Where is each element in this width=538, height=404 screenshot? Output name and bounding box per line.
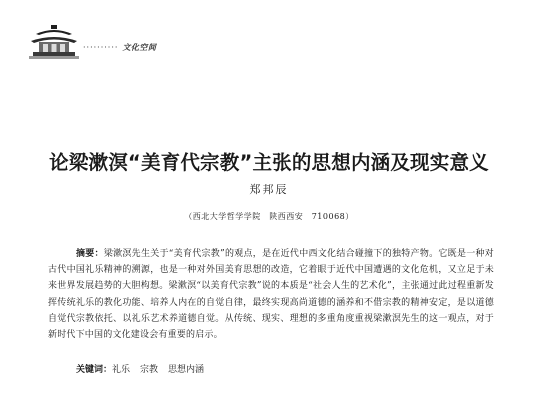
keywords-label: 关键词： — [76, 365, 113, 375]
abstract-label: 摘要： — [76, 249, 104, 259]
keyword-item: 思想内涵 — [168, 365, 205, 375]
journal-logo-icon — [27, 22, 81, 62]
keyword-item: 礼乐 — [112, 365, 131, 375]
abstract — [48, 246, 494, 343]
header-dots: ·········· — [83, 43, 119, 52]
abstract-text: 梁漱溟先生关于“美育代宗教”的观点，是在近代中西文化结合碰撞下的独特产物。它既是一种对古代中国礼乐精神的溯源，也是一种对外国美育思想的改造，它着眼于近代中国遭遇的文化危机，又立足于未来世界发展趋势的大胆构想。梁漱溟“以美育代宗教”说的本质是“社会人生的艺术化”，主张通过此过程重新发挥传统礼乐的教化功能、培养人内在的自觉自律，最终实现高尚道德的涵养和不借宗教的精神安定，是以道德自觉代宗教依托、以礼乐艺术养道德自觉。从传统、现实、理想的多重角度重视梁漱溟先生的这一观点，对于新时代下中国的文化建设会有重要的启示。 — [48, 249, 494, 341]
article-title: 论梁漱溟“美育代宗教”主张的思想内涵及现实意义 — [49, 151, 489, 174]
column-label: 文化空间 — [122, 42, 157, 52]
column-header — [83, 42, 156, 53]
keyword-item: 宗教 — [140, 365, 159, 375]
keywords — [76, 362, 214, 375]
author-affiliation: （西北大学哲学学院 陕西西安 710068） — [184, 212, 354, 221]
article-author: 郑邦辰 — [249, 183, 289, 196]
